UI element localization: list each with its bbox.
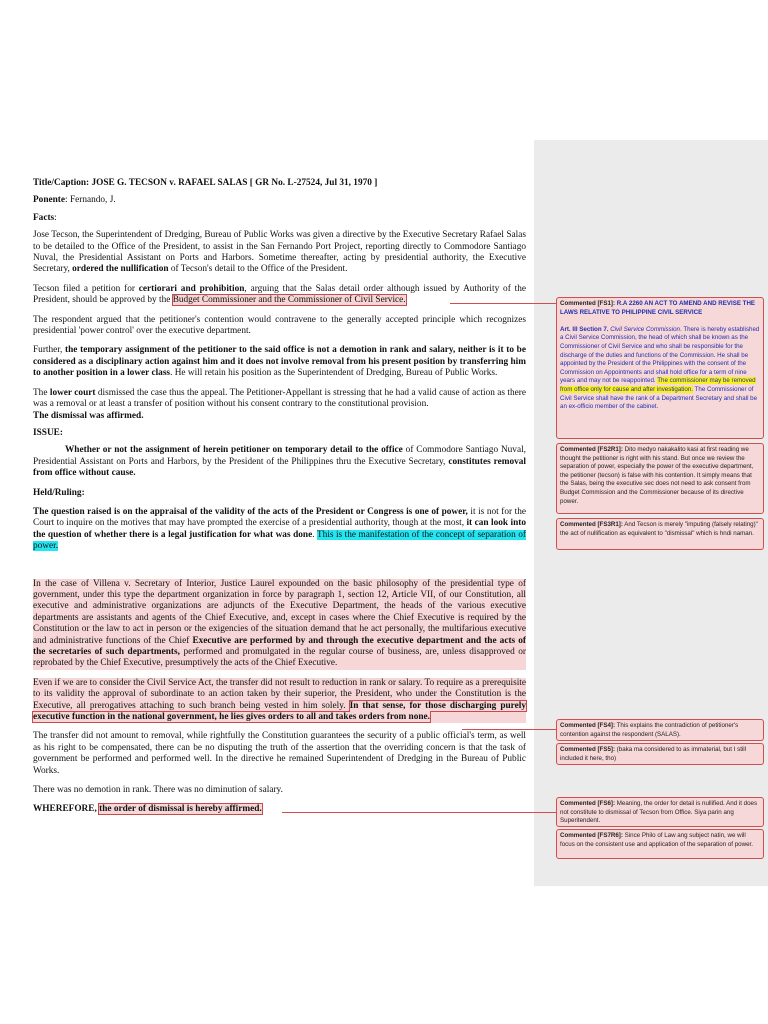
comment-fs2[interactable] bbox=[556, 443, 764, 514]
comment-connector-fs1 bbox=[450, 303, 556, 304]
comment-fs4[interactable] bbox=[556, 719, 764, 741]
comment-fs6-body: Meaning, the order for detail is nullified. And it does not constitute to dismissal of Tecson from Office. Siya parin ang Superitendent. bbox=[560, 800, 758, 825]
p5-bold: lower court bbox=[49, 387, 96, 398]
p4-bold: the temporary assignment of the petitioner to the said office is not a demotion in rank and salary, neither is it to be considered as a disciplinary action against him and it does not involve removal from his present position by transferring him to another position in a lower class bbox=[33, 345, 526, 379]
villena-text: In the case of Villena v. Secretary of Interior, Justice Laurel expounded on the basic philosophy of the presidential type of government, under this type the department organization in force by paragraph 1, section 12, Article VII, of our Constitution, all executive and administrative organizations are adjuncts of the Executive Department, the heads of the various executive departments are assistants and agents of the Chief Executive, and, except in cases where the Chief Executive is required by the Constitution or the law to act in person or the exigencies of the situation demand that he act personally, the multifarious executive and administrative functions of the Chief bbox=[33, 578, 526, 646]
facts-heading bbox=[33, 213, 526, 224]
comment-fs3[interactable] bbox=[556, 518, 764, 550]
p1-text: Jose Tecson, the Superintendent of Dredging, Bureau of Public Works was given a directive by the Executive Secretary Rafael Salas to be detailed to the Office of the President, to assist in the San Fernando Port Project, reporting directly to Commodore Santiago Nuval, the Presidential Assistant on Ports and Harbors. Sometime thereafter, acting by presidential authority, the Executive Secretary, bbox=[33, 230, 526, 275]
p2-bold: certiorari and prohibition bbox=[138, 283, 245, 294]
title-text: JOSE G. TECSON v. RAFAEL SALAS [ GR No. L-27524, Jul 31, 1970 ] bbox=[91, 178, 378, 188]
p3-text: The respondent argued that the petitioner's contention would contravene to the generally accepted principle which recognizes presidential 'power control' over the executive department. bbox=[33, 314, 526, 337]
held-heading-text: Held/Ruling: bbox=[33, 487, 85, 498]
comment-fs1-title: R.A 2260 AN ACT TO AMEND AND REVISE THE LAWS RELATIVE TO PHILIPPINE CIVIL SERVICE bbox=[560, 300, 756, 316]
comment-fs6-header: Commented [FS6]: bbox=[560, 800, 616, 807]
held-bold: The question raised is on the appraisal of the validity of the acts of the President or Congress is one of power, bbox=[33, 506, 468, 517]
villena-text-end: performed and promulgated in the regular course of business, are, unless disapproved or reprobated by the Chief Executive, presumptively the acts of the Chief Executive. bbox=[33, 647, 526, 669]
comment-fs3-body: And Tecson is merely "imputing (falsely relating)" the act of nullification as equivalent to "dismissal" which is hndi naman. bbox=[560, 521, 758, 537]
issue-heading bbox=[33, 428, 526, 439]
p4-text-end: . He will retain his position as the Superintendent of Dredging, Bureau of Public Works. bbox=[170, 368, 498, 379]
ponente-label: Ponente bbox=[33, 195, 66, 206]
comment-connector-fs6 bbox=[282, 812, 556, 813]
comment-anchor-fs4[interactable]: In that sense, for those discharging purely executive function in the national government, he lies gives orders to all and takes orders from none. bbox=[33, 700, 527, 723]
document-body bbox=[33, 178, 526, 824]
p1-text-end: of Tecson's detail to the Office of the President. bbox=[168, 264, 348, 275]
comment-fs3-header: Commented [FS3R1]: bbox=[560, 521, 623, 528]
held-period: . bbox=[312, 529, 317, 540]
comment-fs5[interactable] bbox=[556, 743, 764, 765]
p2-text: Tecson filed a petition for bbox=[33, 283, 139, 294]
facts-paragraph-1 bbox=[33, 230, 526, 276]
comment-fs4-header: Commented [FS4]: bbox=[560, 722, 616, 729]
comment-fs1-highlight: The commissioner may be removed from office only for cause and after investigation. bbox=[560, 377, 756, 393]
title-label: Title/Caption: bbox=[33, 178, 90, 188]
title-caption bbox=[33, 178, 526, 189]
ponente-value: : Fernando, J. bbox=[65, 195, 116, 206]
comment-fs2-body: Dito medyo nakakalito kasi at first reading we thought the petitioner is right with his stand. But once we review the separation of power, especially the power of the executive department, the petitioner (tecson) is false with his contention. It simply means that the Salas, being the executive sec does not need to ask consent from Budget Commission and the Commissioner because of its directive power. bbox=[560, 446, 754, 505]
comment-anchor-fs6[interactable]: the order of dismissal is hereby affirmed. bbox=[99, 804, 262, 815]
comment-anchor-fs1[interactable]: Budget Commissioner and the Commissioner of Civil Service. bbox=[172, 295, 406, 306]
facts-colon: : bbox=[54, 212, 57, 223]
transfer-text: The transfer did not amount to removal, while rightfully the Constitution guarantees the security of a public official's term, as well as his right to be compensated, there can be no disputing the truth of the assertion that the overriding concern is that the task of government be performed and performed well. In the directive he remained Superintendent of Dredging in the Bureau of Public Works. bbox=[33, 731, 526, 776]
villena-bold: Executive are performed by and through the executive department and the acts of the secretaries of such departments, bbox=[33, 635, 526, 657]
comment-fs5-header: Commented [FS5]: bbox=[560, 746, 616, 753]
comment-fs6[interactable] bbox=[556, 797, 764, 827]
comment-connector-fs4 bbox=[462, 729, 556, 730]
wherefore-paragraph bbox=[33, 804, 526, 815]
issue-paragraph bbox=[33, 445, 526, 479]
transfer-paragraph bbox=[33, 731, 526, 777]
comment-fs1-article: Art. III Section 7. bbox=[560, 325, 609, 333]
wherefore-bold: WHEREFORE, bbox=[33, 804, 100, 815]
p5-text: The bbox=[33, 387, 50, 398]
p5-text-mid: dismissed the case thus the appeal. The Petitioner-Appellant is stressing that he had a valid cause of action as there was a removal or at least a transfer of position without his consent contrary to the constitutional provision. bbox=[33, 387, 526, 410]
issue-heading-text: ISSUE: bbox=[33, 427, 63, 438]
comment-fs1[interactable] bbox=[556, 297, 764, 439]
facts-heading-text: Facts bbox=[33, 212, 55, 223]
civil-service-paragraph bbox=[33, 678, 526, 724]
comment-fs1-article-name: Civil Service Commission bbox=[608, 325, 680, 333]
comment-fs7[interactable] bbox=[556, 829, 764, 859]
comment-fs7-body: Since Philo of Law ang subject natin, we will focus on the consistent use and application of the separation of power. bbox=[560, 832, 753, 848]
p1-bold: ordered the nullification bbox=[72, 264, 169, 275]
facts-paragraph-5 bbox=[33, 388, 526, 422]
issue-bold: Whether or not the assignment of herein petitioner on temporary detail to the office bbox=[65, 445, 403, 456]
ponente-line bbox=[33, 195, 526, 206]
facts-paragraph-4 bbox=[33, 345, 526, 379]
p4-text: Further, bbox=[33, 345, 66, 356]
even-text: Even if we are to consider the Civil Service Act, the transfer did not result to reduction in rank or salary. To require as a prerequisite to its validity the approval of subordinate to an action taken by their superior, the President, who under the Constitution is the Executive, all prerogatives attaching to such branch being vested in him solely. bbox=[33, 677, 526, 711]
held-text: it is not for the Court to inquire on the motives that may have prompted the exercise of a presidential authority, though at the most, bbox=[33, 506, 526, 529]
held-heading bbox=[33, 488, 526, 499]
held-bold-2: it can look into the question of whether there is a legal justification for what was done bbox=[33, 518, 526, 540]
villena-paragraph bbox=[33, 579, 526, 670]
facts-paragraph-3 bbox=[33, 315, 526, 338]
comment-fs5-body: (baka ma considered to as immaterial, but I still included it here, tho) bbox=[560, 746, 747, 762]
issue-bold-end: constitutes removal from office without cause. bbox=[33, 456, 527, 479]
p2-text-mid: , arguing that the Salas detail order although issued by Authority of the President, should be approved by the bbox=[33, 283, 526, 306]
held-paragraph bbox=[33, 507, 526, 553]
comment-fs7-header: Commented [FS7R6]: bbox=[560, 832, 623, 839]
comment-fs1-header: Commented [FS1]: bbox=[560, 300, 616, 307]
comment-fs2-header: Commented [FS2R1]: bbox=[560, 446, 623, 453]
no-demotion-text: There was no demotion in rank. There was no diminution of salary. bbox=[33, 785, 283, 796]
comment-fs1-body: . There is hereby established a Civil Service Commission, the head of which shall be known as the Commissioner of Civil Service and who shall be responsible for the discharge of the duties and functions of the Commission. He shall be appointed by the President of the Philippines with the consent of the Commission on Appointments and shall hold office for a term of nine years and may not be reappointed. bbox=[560, 325, 760, 385]
issue-text: of Commodore Santiago Nuval, Presidential Assistant on Ports and Harbors, by the President of the Philippines thru the Executive Secretary, bbox=[33, 445, 526, 467]
no-demotion-paragraph bbox=[33, 785, 526, 796]
held-highlight-separation: This is the manifestation of the concept of separation of power. bbox=[33, 529, 526, 552]
comment-fs1-body-end: The Commissioner of Civil Service shall have the rank of a Department Secretary and shall be an ex-officio member of the cabinet. bbox=[560, 385, 758, 411]
p5-dismissal-affirmed: The dismissal was affirmed. bbox=[33, 410, 144, 421]
comment-fs4-body: This explains the contradiction of petitioner's contention against the respondent (SALAS). bbox=[560, 722, 739, 738]
